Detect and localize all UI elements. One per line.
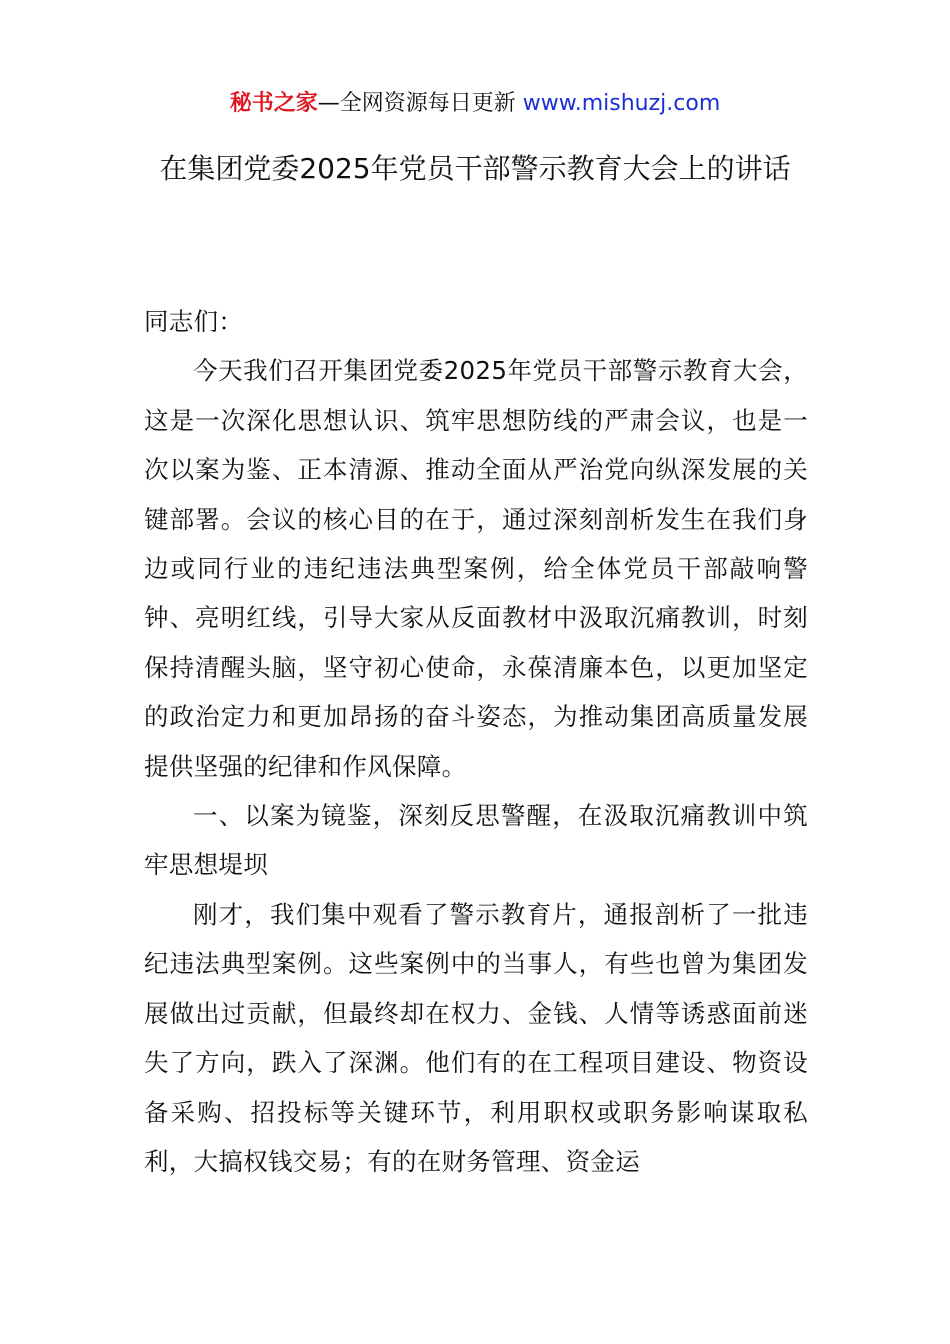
document-body <box>144 297 808 1186</box>
document-title: 在集团党委2025年党员干部警示教育大会上的讲话 <box>159 152 791 185</box>
salutation: 同志们： <box>144 307 244 336</box>
site-tagline: —全网资源每日更新 <box>317 91 516 116</box>
site-header <box>0 88 950 120</box>
paragraph-intro: 今天我们召开集团党委2025年党员干部警示教育大会，这是一次深化思想认识、筑牢思想防线的严肃会议，也是一次以案为鉴、正本清源、推动全面从严治党向纵深发展的关键部署。会议的核心目的在于，通过深刻剖析发生在我们身边或同行业的违纪违法典型案例，给全体党员干部敲响警钟、亮明红线，引导大家从反面教材中汲取沉痛教训，时刻保持清醒头脑，坚守初心使命，永葆清廉本色，以更加坚定的政治定力和更加昂扬的奋斗姿态，为推动集团高质量发展提供坚强的纪律和作风保障。 <box>144 356 808 781</box>
paragraph-section-1: 刚才，我们集中观看了警示教育片，通报剖析了一批违纪违法典型案例。这些案例中的当事人，有些也曾为集团发展做出过贡献，但最终却在权力、金钱、人情等诱惑面前迷失了方向，跌入了深渊。他们有的在工程项目建设、物资设备采购、招投标等关键环节，利用职权或职务影响谋取私利，大搞权钱交易；有的在财务管理、资金运 <box>144 899 808 1176</box>
site-url-link[interactable]: www.mishuzj.com <box>522 91 721 116</box>
site-brand: 秘书之家 <box>229 91 318 116</box>
section-heading-1: 一、以案为镜鉴，深刻反思警醒，在汲取沉痛教训中筑牢思想堤坝 <box>144 801 808 880</box>
